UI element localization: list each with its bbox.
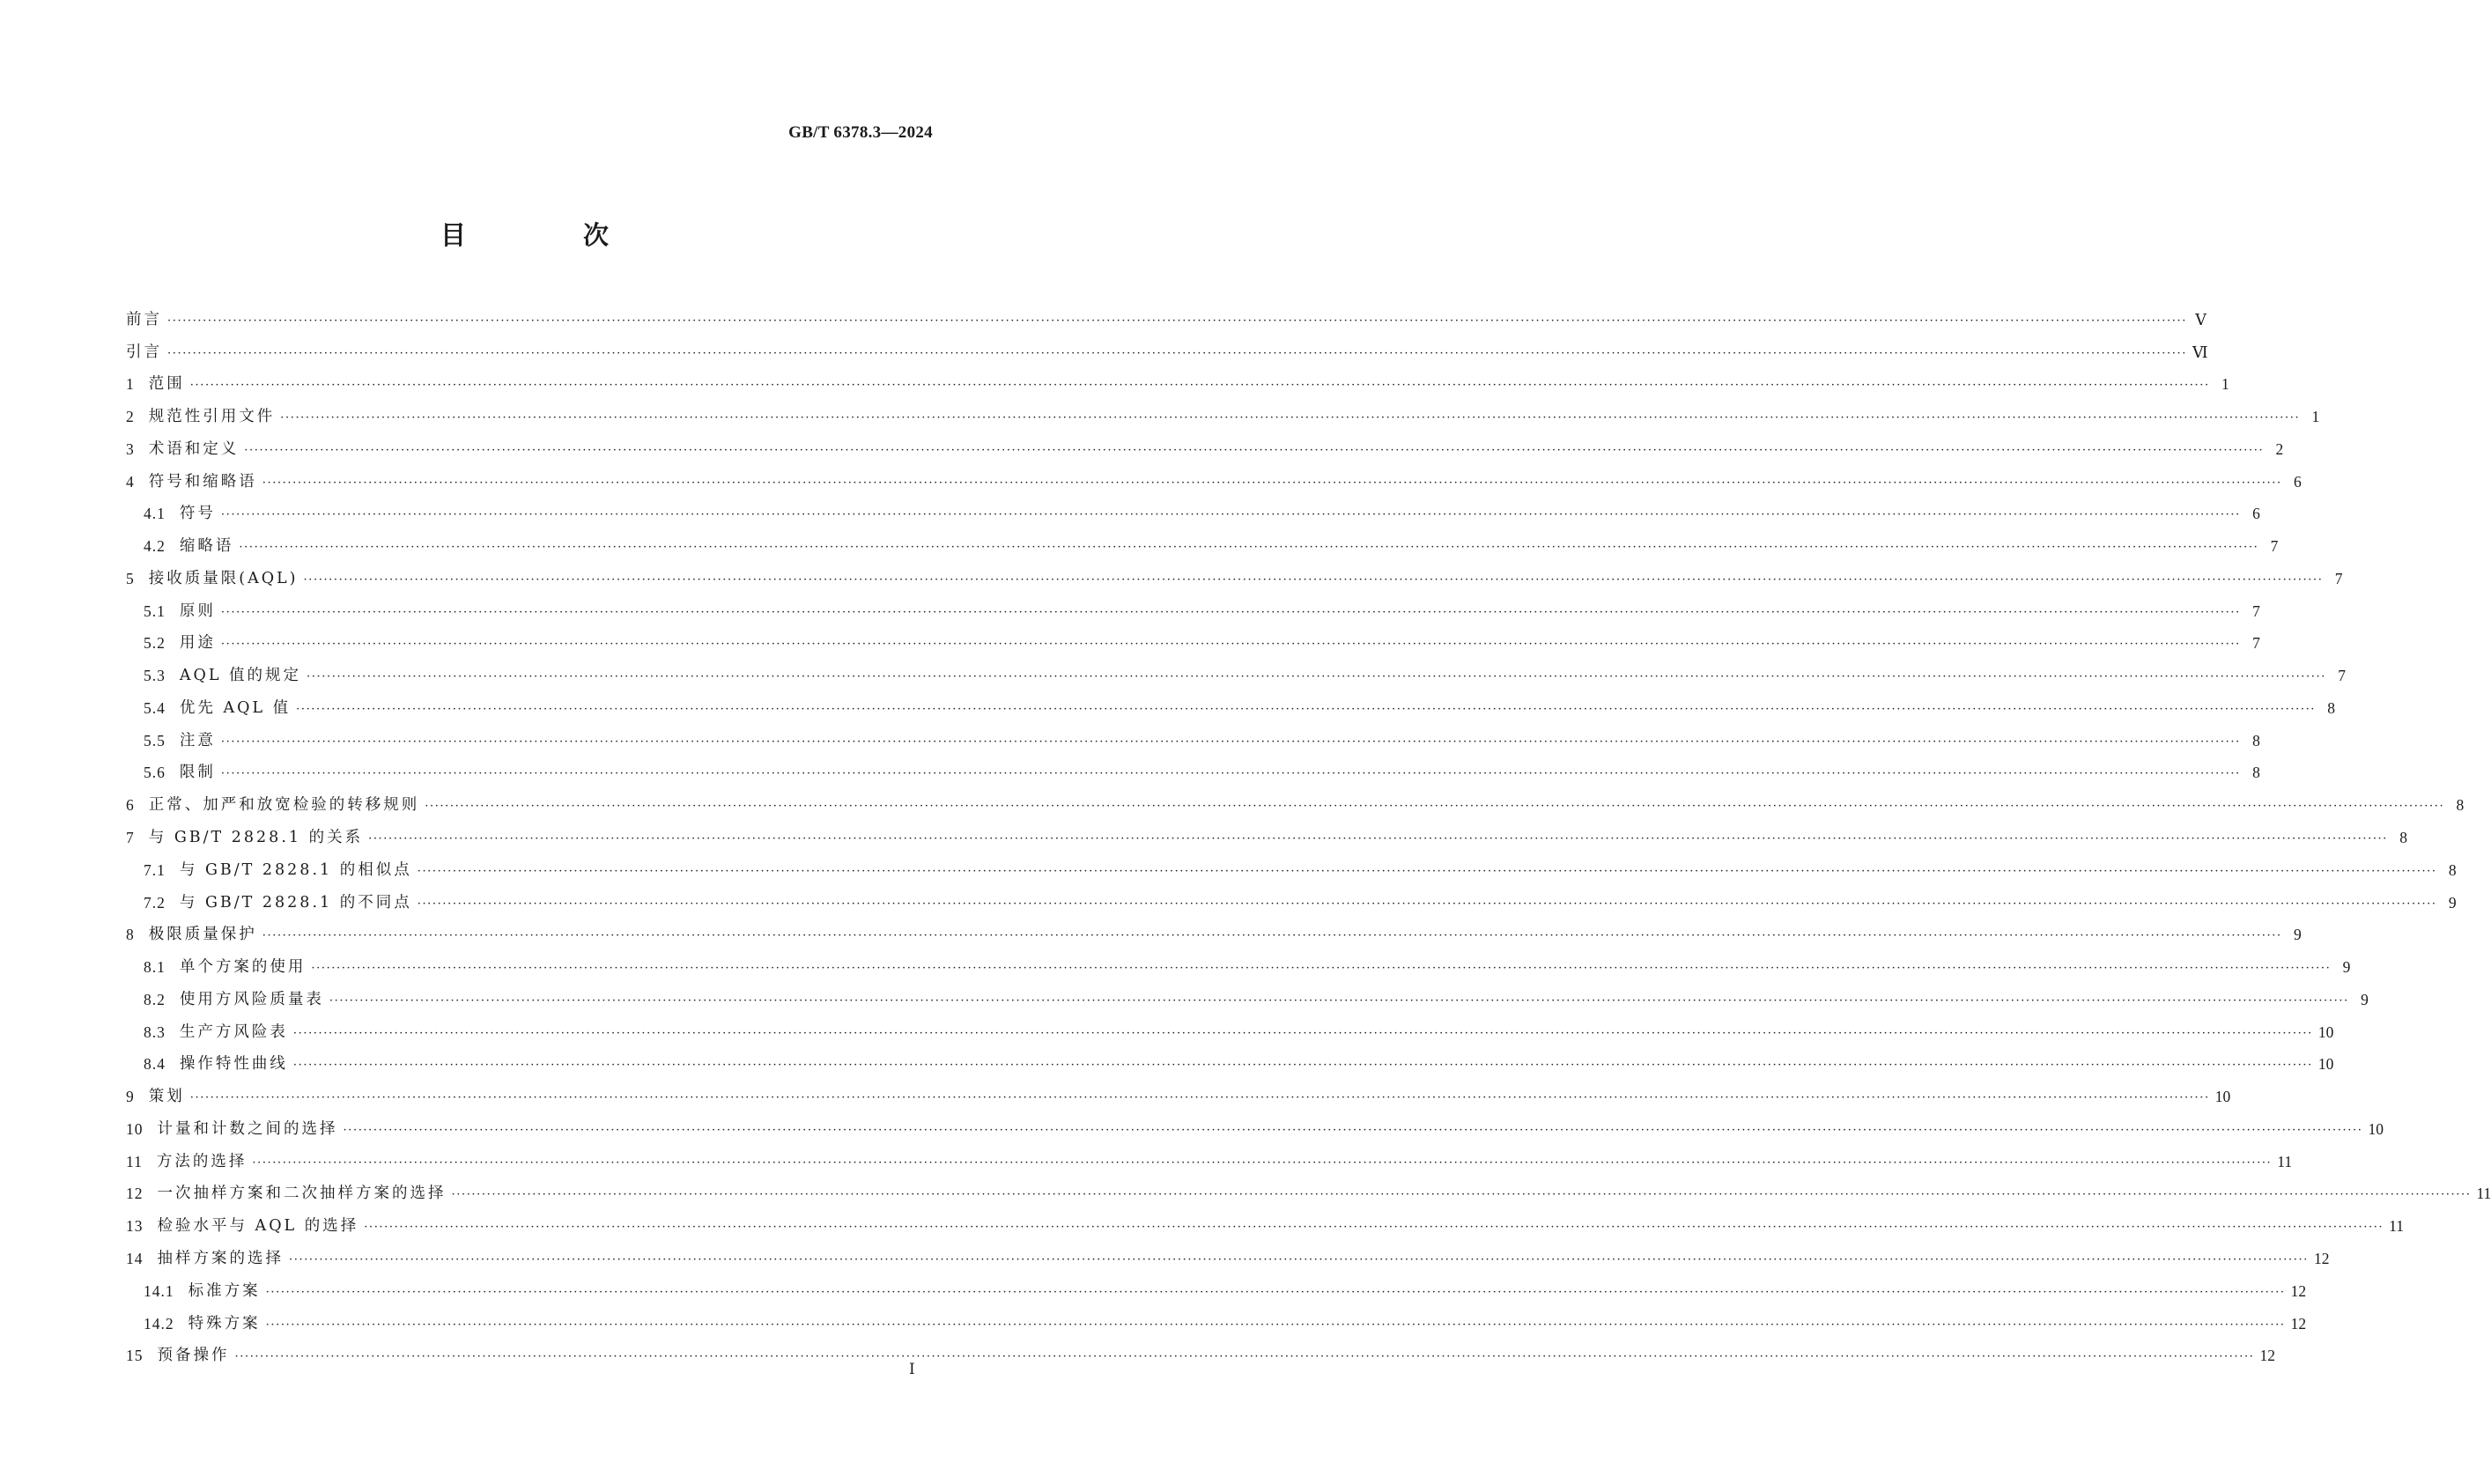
toc-entry-page: 10: [2317, 1055, 2334, 1074]
toc-entry[interactable]: [126, 815, 2408, 847]
toc-entry-page: 10: [2214, 1088, 2231, 1106]
toc-entry[interactable]: [126, 1074, 2231, 1106]
toc-entry-number: 14: [126, 1249, 144, 1267]
toc-entry[interactable]: [126, 1042, 2334, 1074]
toc-entry-title: 预备操作: [157, 1347, 230, 1365]
toc-entry-page: 11: [2389, 1217, 2405, 1236]
toc-dot-leader: ················································································································································································································································································································································································································: [292, 1059, 2313, 1073]
toc-dot-leader: ················································································································································································································································································································································································································: [252, 1155, 2273, 1170]
toc-entry-title: 引言: [126, 343, 162, 361]
toc-entry-page: 7: [2252, 634, 2260, 653]
toc-entry-number: 8.1: [144, 958, 166, 977]
toc-dot-leader: ················································································································································································································································································································································································································: [220, 735, 2241, 749]
toc-entry[interactable]: [126, 1333, 2275, 1366]
toc-entry-title: 单个方案的使用: [179, 958, 307, 977]
toc-entry-title: 极限质量保护: [148, 926, 257, 944]
toc-entry[interactable]: [126, 621, 2260, 653]
toc-entry[interactable]: [126, 1268, 2307, 1301]
toc-entry-number: 12: [126, 1185, 144, 1203]
toc-entry-number: 11: [126, 1152, 143, 1170]
toc-entry-number: 14.2: [144, 1314, 174, 1333]
toc-entry-title: 标准方案: [188, 1281, 261, 1300]
toc-entry-number: 14.1: [144, 1281, 174, 1300]
toc-entry-title: 与 GB/T 2828.1 的关系: [148, 829, 364, 847]
toc-dot-leader: ················································································································································································································································································································································································································: [417, 864, 2437, 878]
toc-entry-page: 8: [2448, 860, 2457, 879]
toc-dot-leader: ················································································································································································································································································································································································································: [311, 962, 2332, 976]
toc-entry-page: 1: [2311, 408, 2320, 426]
toc-dot-leader: ················································································································································································································································································································································································································: [296, 702, 2317, 716]
toc-entry-page: 8: [2252, 764, 2260, 782]
toc-entry-title: 方法的选择: [156, 1152, 248, 1170]
toc-entry-page: 7: [2334, 569, 2343, 587]
toc-entry[interactable]: [126, 685, 2336, 718]
toc-entry-title: 计量和计数之间的选择: [157, 1119, 338, 1138]
toc-dot-leader: ················································································································································································································································································································································································································: [307, 670, 2326, 684]
toc-dot-leader: ················································································································································································································································································································································································································: [167, 314, 2187, 328]
toc-dot-leader: ················································································································································································································································································································································································································: [220, 605, 2241, 619]
toc-entry-number: 9: [126, 1088, 135, 1106]
toc-entry-number: 5: [126, 569, 135, 587]
toc-entry-page: 7: [2270, 537, 2279, 556]
toc-entry-title: 使用方风险质量表: [179, 990, 324, 1008]
toc-entry-page: 1: [2221, 375, 2229, 394]
toc-entry[interactable]: [126, 329, 2208, 362]
standard-code: GB/T 6378.3—2024: [788, 123, 933, 142]
toc-entry[interactable]: [126, 362, 2229, 395]
toc-entry-page: 9: [2361, 990, 2369, 1008]
toc-entry-number: 8: [126, 926, 135, 944]
toc-entry[interactable]: [126, 459, 2302, 491]
toc-dot-leader: ················································································································································································································································································································································································································: [368, 832, 2389, 846]
toc-entry-number: 6: [126, 796, 135, 815]
toc-entry-title: 符号: [179, 505, 216, 523]
toc-dot-leader: ················································································································································································································································································································································································································: [303, 572, 2324, 587]
toc-dot-leader: ················································································································································································································································································································································································································: [292, 1026, 2313, 1040]
toc-entry-number: 5.2: [144, 634, 166, 653]
toc-entry-page: 10: [2317, 1023, 2334, 1041]
toc-dot-leader: ················································································································································································································································································································································································································: [364, 1221, 2384, 1235]
toc-entry[interactable]: [126, 1301, 2307, 1333]
toc-entry-number: 5.1: [144, 602, 166, 620]
toc-entry-page: 12: [2313, 1249, 2330, 1267]
toc-entry[interactable]: [126, 394, 2320, 426]
toc-entry-number: 5.6: [144, 764, 166, 782]
toc-dot-leader: ················································································································································································································································································································································································································: [289, 1252, 2309, 1266]
toc-entry-page: 8: [2399, 829, 2408, 847]
toc-dot-leader: ················································································································································································································································································································································································································: [265, 1285, 2286, 1299]
toc-entry-page: 8: [2252, 731, 2260, 749]
toc-entry-number: 4.2: [144, 537, 166, 556]
toc-entry-number: 4: [126, 472, 135, 491]
toc-entry-page: 6: [2252, 505, 2260, 523]
toc-entry-title: 接收质量限(AQL): [148, 569, 299, 587]
toc-entry-title: 用途: [179, 634, 216, 653]
toc-entry[interactable]: [126, 1009, 2334, 1042]
toc-entry-page: 7: [2338, 667, 2346, 685]
toc-dot-leader: ················································································································································································································································································································································································································: [220, 508, 2241, 522]
toc-entry[interactable]: [126, 782, 2465, 815]
toc-entry-number: 13: [126, 1217, 144, 1236]
toc-entry-page: 11: [2277, 1152, 2293, 1170]
toc-dot-leader: ················································································································································································································································································································································································································: [239, 541, 2259, 555]
toc-entry[interactable]: [126, 977, 2369, 1009]
toc-dot-leader: ················································································································································································································································································································································································································: [234, 1350, 2255, 1364]
toc-entry-page: 6: [2293, 472, 2302, 491]
toc-entry[interactable]: [126, 718, 2260, 750]
toc-entry[interactable]: [126, 880, 2457, 912]
toc-dot-leader: ················································································································································································································································································································································································································: [451, 1188, 2472, 1202]
toc-dot-leader: ················································································································································································································································································································································································································: [262, 929, 2282, 943]
toc-entry-title: 正常、加严和放宽检验的转移规则: [148, 796, 420, 815]
toc-entry[interactable]: [126, 297, 2206, 329]
toc-entry-title: 操作特性曲线: [179, 1055, 288, 1074]
toc-entry-title: 一次抽样方案和二次抽样方案的选择: [157, 1185, 447, 1203]
toc-entry-page: 12: [2259, 1347, 2275, 1365]
toc-entry-title: 注意: [179, 731, 216, 749]
toc-entry-number: 5.5: [144, 731, 166, 749]
toc-entry[interactable]: [126, 588, 2260, 621]
toc-entry-number: 8.3: [144, 1023, 166, 1041]
toc-entry-number: 4.1: [144, 505, 166, 523]
toc-dot-leader: ················································································································································································································································································································································································································: [167, 346, 2187, 360]
toc-entry-title: 特殊方案: [188, 1314, 261, 1333]
toc-entry-page: 7: [2252, 602, 2260, 620]
toc-entry-number: 8.4: [144, 1055, 166, 1074]
toc-entry-title: 限制: [179, 764, 216, 782]
toc-dot-leader: ················································································································································································································································································································································································································: [244, 443, 2265, 457]
toc-entry-title: 原则: [179, 602, 216, 620]
toc-entry-page: 10: [2368, 1119, 2384, 1138]
toc-entry[interactable]: [126, 556, 2343, 588]
page-number: Ⅰ: [909, 1361, 915, 1377]
toc-entry[interactable]: [126, 426, 2284, 459]
toc-entry[interactable]: [126, 1139, 2293, 1171]
toc-dot-leader: ················································································································································································································································································································································································································: [280, 411, 2301, 425]
toc-entry-title: 检验水平与 AQL 的选择: [157, 1217, 359, 1236]
toc-dot-leader: ················································································································································································································································································································································································································: [220, 767, 2241, 781]
toc-entry-number: 1: [126, 375, 135, 394]
toc-entry[interactable]: [126, 1203, 2405, 1236]
toc-entry-page: 9: [2293, 926, 2302, 944]
toc-entry-title: 符号和缩略语: [148, 472, 257, 491]
toc-entry[interactable]: [126, 912, 2302, 945]
toc-entry-title: 术语和定义: [148, 439, 240, 458]
toc-entry-title: 与 GB/T 2828.1 的相似点: [179, 860, 412, 879]
toc-entry-title: 生产方风险表: [179, 1023, 288, 1041]
toc-entry-title: 抽样方案的选择: [157, 1249, 284, 1267]
toc-entry-title: 范围: [148, 375, 185, 394]
toc-entry[interactable]: [126, 1236, 2330, 1268]
toc-entry-title: 与 GB/T 2828.1 的不同点: [179, 893, 412, 912]
toc-entry-page: 9: [2448, 893, 2457, 912]
toc-entry-number: 7.1: [144, 860, 166, 879]
toc-entry-number: 5.3: [144, 667, 166, 685]
toc-entry-title: 优先 AQL 值: [179, 698, 292, 717]
toc-dot-leader: ················································································································································································································································································································································································································: [265, 1318, 2286, 1332]
toc-entry-title: 缩略语: [179, 537, 234, 556]
toc-entry[interactable]: [126, 1106, 2384, 1139]
toc-dot-leader: ················································································································································································································································································································································································································: [189, 1091, 2210, 1105]
toc-entry[interactable]: [126, 1171, 2491, 1204]
toc-entry-title: 前言: [126, 310, 162, 329]
toc-entry-page: 9: [2342, 958, 2351, 977]
toc-entry-page: 12: [2290, 1281, 2307, 1300]
toc-entry-page: 8: [2327, 698, 2336, 717]
toc-entry-number: 3: [126, 439, 135, 458]
toc-entry[interactable]: [126, 491, 2260, 524]
toc-entry-title: 规范性引用文件: [148, 408, 276, 426]
page-title: 目 次: [440, 220, 654, 250]
toc-entry-page: 2: [2275, 439, 2284, 458]
toc-entry-number: 2: [126, 408, 135, 426]
toc-entry-number: 15: [126, 1347, 144, 1365]
table-of-contents: [126, 297, 2491, 1365]
toc-entry-number: 10: [126, 1119, 144, 1138]
toc-entry-title: 策划: [148, 1088, 185, 1106]
toc-entry[interactable]: [126, 944, 2351, 977]
toc-entry-page: 11: [2476, 1185, 2491, 1203]
toc-dot-leader: ················································································································································································································································································································································································································: [262, 476, 2282, 490]
toc-entry-number: 7: [126, 829, 135, 847]
toc-entry[interactable]: [126, 750, 2260, 783]
toc-entry-page: Ⅵ: [2192, 343, 2208, 361]
toc-entry-number: 7.2: [144, 893, 166, 912]
toc-entry-number: 5.4: [144, 698, 166, 717]
toc-entry[interactable]: [126, 653, 2346, 685]
toc-entry-title: AQL 值的规定: [179, 667, 302, 685]
toc-dot-leader: ················································································································································································································································································································································································································: [417, 897, 2437, 911]
toc-dot-leader: ················································································································································································································································································································································································································: [425, 800, 2445, 814]
toc-dot-leader: ················································································································································································································································································································································································································: [329, 993, 2349, 1008]
toc-dot-leader: ················································································································································································································································································································································································································: [189, 379, 2210, 393]
toc-dot-leader: ················································································································································································································································································································································································································: [220, 638, 2241, 652]
toc-dot-leader: ················································································································································································································································································································································································································: [343, 1123, 2363, 1137]
toc-entry[interactable]: [126, 847, 2457, 880]
toc-entry-page: Ⅴ: [2195, 310, 2206, 329]
toc-entry-number: 8.2: [144, 990, 166, 1008]
toc-entry-page: 8: [2456, 796, 2465, 815]
toc-entry-page: 12: [2290, 1314, 2307, 1333]
toc-entry[interactable]: [126, 523, 2279, 556]
